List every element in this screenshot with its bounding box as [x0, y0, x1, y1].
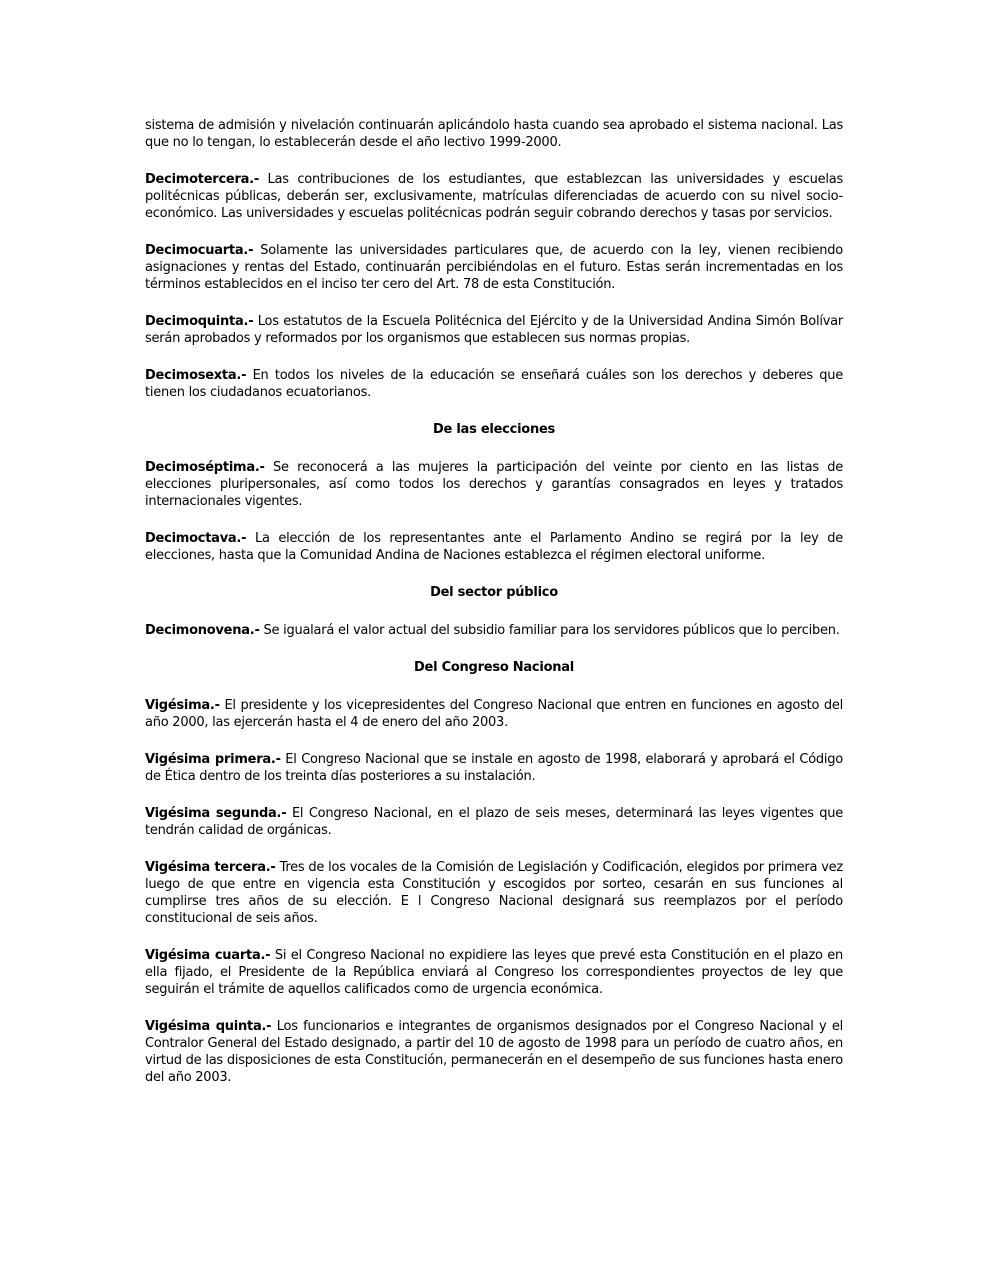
- article-text: Tres de los vocales de la Comisión de Legislación y Codificación, elegidos por primera vez luego de que entre en vigencia esta Constitución y escogidos por sorteo, cesarán en sus funciones al cumplirse tres años de su elección. E l Congreso Nacional designará sus reemplazos por el período constitucional de seis años.: [145, 860, 844, 926]
- article-label: Decimoquinta.-: [145, 314, 254, 329]
- article-label: Decimoséptima.-: [145, 460, 265, 475]
- document-page: [145, 117, 843, 1106]
- article-vigesima-quinta: [145, 1018, 843, 1086]
- article-label: Decimoctava.-: [145, 531, 247, 546]
- article-label: Vigésima.-: [145, 698, 220, 713]
- article-label: Vigésima quinta.-: [145, 1019, 272, 1034]
- article-label: Decimotercera.-: [145, 172, 259, 187]
- article-vigesima-cuarta: [145, 947, 843, 998]
- article-text: Los estatutos de la Escuela Politécnica del Ejército y de la Universidad Andina Simón Bolívar serán aprobados y reformados por los organismos que establecen sus normas propias.: [145, 314, 843, 346]
- article-text: En todos los niveles de la educación se enseñará cuáles son los derechos y deberes que tienen los ciudadanos ecuatorianos.: [145, 368, 843, 400]
- article-decimoseptima: [145, 459, 843, 510]
- article-text: Si el Congreso Nacional no expidiere las leyes que prevé esta Constitución en el plazo en ella fijado, el Presidente de la República enviará al Congreso los correspondientes proyectos de ley que seguirán el trámite de aquellos calificados como de urgencia económica.: [145, 948, 843, 997]
- article-label: Vigésima primera.-: [145, 752, 281, 767]
- article-decimoctava: [145, 530, 843, 564]
- article-vigesima-segunda: [145, 805, 843, 839]
- article-text: La elección de los representantes ante el Parlamento Andino se regirá por la ley de elecciones, hasta que la Comunidad Andina de Naciones establezca el régimen electoral uniforme.: [145, 531, 843, 563]
- article-text: El presidente y los vicepresidentes del Congreso Nacional que entren en funciones en agosto del año 2000, las ejercerán hasta el 4 de enero del año 2003.: [145, 698, 843, 730]
- article-label: Vigésima cuarta.-: [145, 948, 271, 963]
- article-text: El Congreso Nacional que se instale en agosto de 1998, elaborará y aprobará el Código de Ética dentro de los treinta días posteriores a su instalación.: [145, 752, 843, 784]
- article-text: Los funcionarios e integrantes de organismos designados por el Congreso Nacional y el Contralor General del Estado designado, a partir del 10 de agosto de 1998 para un período de cuatro años, en virtud de las disposiciones de esta Constitución, permanecerán en el desempeño de sus funciones hasta enero del año 2003.: [145, 1019, 843, 1085]
- article-label: Decimonovena.-: [145, 623, 260, 638]
- section-heading-elecciones: De las elecciones: [432, 422, 556, 437]
- article-label: Vigésima tercera.-: [145, 860, 276, 875]
- article-vigesima-tercera: [145, 859, 843, 927]
- article-label: Vigésima segunda.-: [145, 806, 287, 821]
- article-decimosexta: [145, 367, 843, 401]
- intro-paragraph: sistema de admisión y nivelación continuarán aplicándolo hasta cuando sea aprobado el sistema nacional. Las que no lo tengan, lo establecerán desde el año lectivo 1999-2000.: [145, 118, 843, 150]
- article-vigesima-primera: [145, 751, 843, 785]
- article-text: Las contribuciones de los estudiantes, que establezcan las universidades y escuelas politécnicas públicas, deberán ser, exclusivamente, matrículas diferenciadas de acuerdo con su nivel socio-económico. Las universidades y escuelas politécnicas podrán seguir cobrando derechos y tasas por servicios.: [145, 172, 843, 221]
- article-decimoquinta: [145, 313, 843, 347]
- article-decimonovena: [145, 622, 843, 639]
- article-decimotercera: [145, 171, 843, 222]
- article-label: Decimosexta.-: [145, 368, 247, 383]
- article-decimocuarta: [145, 242, 843, 293]
- article-text: El Congreso Nacional, en el plazo de seis meses, determinará las leyes vigentes que tendrán calidad de orgánicas.: [145, 806, 844, 838]
- article-text: Solamente las universidades particulares que, de acuerdo con la ley, vienen recibiendo asignaciones y rentas del Estado, continuarán percibiéndolas en el futuro. Estas serán incrementadas en los términos establecidos en el inciso ter cero del Art. 78 de esta Constitución.: [145, 243, 843, 292]
- article-label: Decimocuarta.-: [145, 243, 254, 258]
- article-vigesima: [145, 697, 843, 731]
- article-text: Se igualará el valor actual del subsidio familiar para los servidores públicos que lo perciben.: [259, 623, 840, 638]
- section-heading-sector-publico: Del sector público: [430, 585, 558, 600]
- article-text: Se reconocerá a las mujeres la participación del veinte por ciento en las listas de elecciones pluripersonales, así como todos los derechos y garantías consagrados en leyes y tratados internacionales vigentes.: [145, 460, 843, 509]
- section-heading-congreso: Del Congreso Nacional: [413, 660, 575, 675]
